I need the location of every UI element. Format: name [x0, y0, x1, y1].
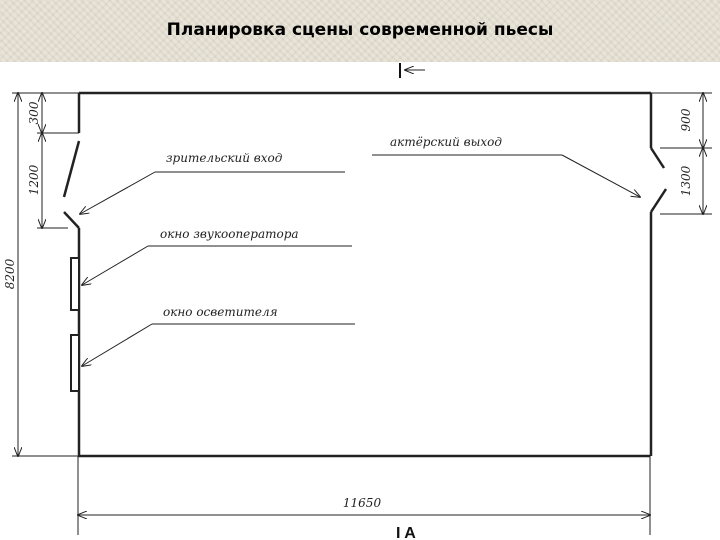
section-mark-bottom: [396, 525, 416, 540]
audience-entrance-callout: [80, 151, 345, 214]
audience-entrance-label: зрительский вход: [166, 151, 283, 165]
light-window-label: окно осветителя: [163, 305, 278, 319]
sound-window-callout: [82, 227, 352, 285]
left-dimensions: [12, 93, 79, 456]
right-door-dimension: 1300: [679, 165, 693, 197]
actor-exit-callout: [372, 135, 640, 197]
stage-outline: [64, 93, 666, 456]
right-door-return: [651, 189, 666, 212]
total-width-dimension: 11650: [342, 496, 382, 510]
actor-exit-label: актёрский выход: [390, 135, 502, 149]
sound-window-label: окно звукооператора: [160, 227, 299, 241]
right-door-leaf: [651, 148, 664, 168]
right-top-offset-dimension: 900: [679, 108, 693, 132]
light-window: [71, 335, 79, 391]
section-mark-bottom-label: I A: [396, 525, 416, 540]
section-mark-top: [400, 63, 425, 78]
left-door-leaf: [64, 141, 79, 197]
page-title: Планировка сцены современной пьесы: [166, 20, 554, 40]
left-door-return: [64, 212, 79, 228]
total-depth-dimension: 8200: [3, 258, 17, 290]
left-door-dimension: 1200: [27, 164, 41, 196]
sound-window: [71, 258, 79, 310]
light-window-callout: [82, 305, 355, 366]
left-top-offset-dimension: 300: [27, 101, 41, 125]
